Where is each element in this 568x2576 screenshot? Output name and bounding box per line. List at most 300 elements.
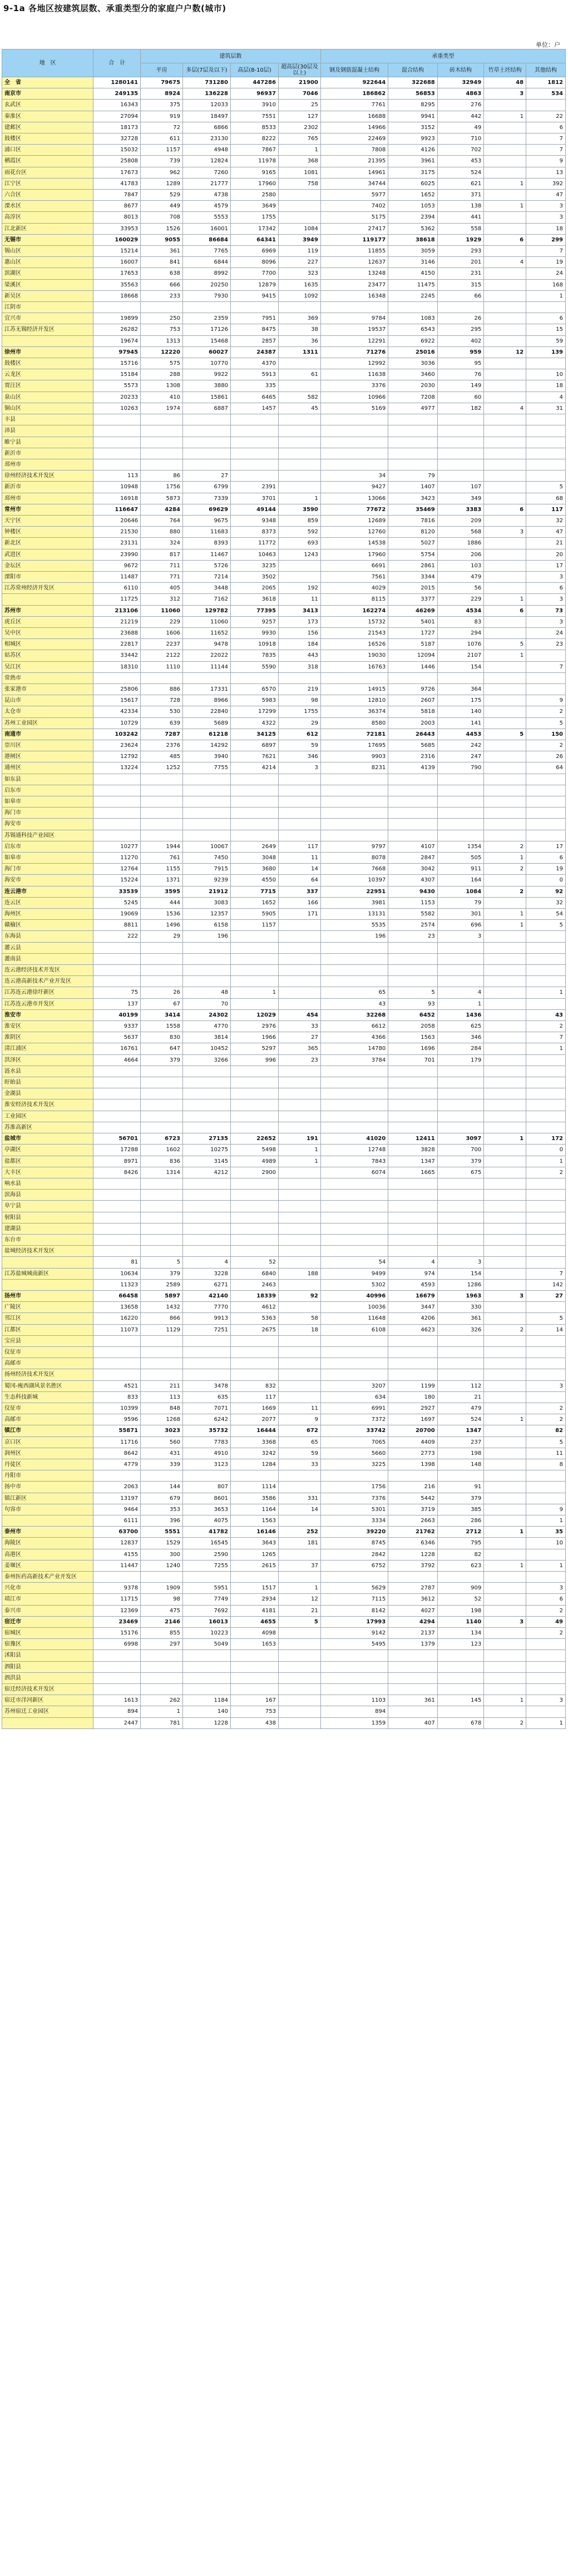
value-cell: 1: [484, 1414, 526, 1425]
value-cell: 43: [320, 998, 388, 1009]
table-row: [2, 335, 566, 346]
table-row: [2, 1605, 566, 1616]
value-cell: 534: [526, 88, 566, 100]
value-cell: 288: [141, 369, 183, 380]
value-cell: [388, 1234, 438, 1245]
header-group-structure: 承重类型: [320, 49, 565, 63]
value-cell: [437, 1661, 483, 1672]
value-cell: 14780: [320, 1043, 388, 1054]
value-cell: [93, 976, 141, 987]
value-cell: 1313: [141, 335, 183, 346]
value-cell: 5363: [230, 1313, 278, 1324]
value-cell: 4409: [388, 1436, 438, 1448]
value-cell: 1496: [141, 920, 183, 931]
value-cell: 136228: [182, 88, 230, 100]
value-cell: 3042: [388, 864, 438, 875]
table-row: [2, 808, 566, 819]
value-cell: 5535: [320, 920, 388, 931]
value-cell: 162274: [320, 605, 388, 616]
value-cell: 5187: [388, 639, 438, 650]
value-cell: [182, 1234, 230, 1245]
value-cell: [93, 1201, 141, 1212]
value-cell: [230, 796, 278, 808]
value-cell: 11716: [93, 1436, 141, 1448]
value-cell: 150: [526, 729, 566, 740]
value-cell: 2063: [93, 1482, 141, 1493]
value-cell: 331: [278, 1493, 320, 1504]
value-cell: 1756: [320, 1482, 388, 1493]
value-cell: 1: [484, 1133, 526, 1145]
value-cell: 23624: [93, 740, 141, 751]
value-cell: 364: [437, 683, 483, 695]
table-row-city: [2, 1425, 566, 1436]
value-cell: [182, 1650, 230, 1661]
table-row: [2, 414, 566, 425]
value-cell: [484, 1212, 526, 1223]
value-cell: [437, 1706, 483, 1717]
value-cell: 3414: [141, 1009, 183, 1021]
value-cell: 166: [278, 897, 320, 908]
value-cell: 4126: [388, 145, 438, 156]
region-name-cell: 海安市: [2, 819, 93, 830]
header-region: 地 区: [2, 49, 93, 77]
value-cell: 191: [278, 1133, 320, 1145]
value-cell: [484, 1077, 526, 1088]
value-cell: 3023: [141, 1425, 183, 1436]
value-cell: 15861: [182, 392, 230, 403]
value-cell: [526, 830, 566, 841]
value-cell: 12748: [320, 1145, 388, 1156]
value-cell: [278, 808, 320, 819]
value-cell: 156: [278, 627, 320, 638]
value-cell: [437, 448, 483, 459]
value-cell: [484, 560, 526, 571]
value-cell: 17: [526, 841, 566, 852]
value-cell: 7761: [320, 100, 388, 111]
region-name-cell: 新吴区: [2, 290, 93, 301]
value-cell: [526, 672, 566, 683]
value-cell: [141, 808, 183, 819]
value-cell: 61218: [182, 729, 230, 740]
value-cell: 3447: [388, 1302, 438, 1313]
value-cell: 3590: [278, 504, 320, 515]
value-cell: 2590: [182, 1549, 230, 1560]
value-cell: [484, 942, 526, 953]
value-cell: [388, 1661, 438, 1672]
value-cell: [437, 1572, 483, 1583]
value-cell: [278, 1223, 320, 1234]
value-cell: 9: [278, 1414, 320, 1425]
table-row: [2, 796, 566, 808]
region-name-cell: 蜀冈-瘦西湖风景名胜区: [2, 1380, 93, 1391]
value-cell: [278, 1482, 320, 1493]
table-row: [2, 1459, 566, 1470]
value-cell: [526, 1493, 566, 1504]
value-cell: [182, 774, 230, 785]
value-cell: [141, 1246, 183, 1257]
value-cell: [230, 425, 278, 437]
table-row-city: [2, 886, 566, 897]
table-row: [2, 1257, 566, 1268]
table-row: [2, 392, 566, 403]
region-name-cell: 盐都区: [2, 1156, 93, 1167]
value-cell: 9675: [182, 515, 230, 526]
value-cell: 17299: [230, 706, 278, 717]
value-cell: 9348: [230, 515, 278, 526]
value-cell: [437, 302, 483, 313]
table-row: [2, 1066, 566, 1077]
value-cell: [93, 953, 141, 964]
value-cell: 15: [526, 324, 566, 335]
value-cell: [278, 1178, 320, 1189]
table-row: [2, 1380, 566, 1391]
value-cell: 4655: [230, 1616, 278, 1627]
value-cell: [484, 493, 526, 504]
value-cell: [182, 808, 230, 819]
value-cell: 361: [141, 246, 183, 257]
value-cell: [437, 1178, 483, 1189]
value-cell: [230, 1672, 278, 1683]
value-cell: 117: [230, 1391, 278, 1403]
value-cell: 160029: [93, 234, 141, 245]
value-cell: 9337: [93, 1021, 141, 1032]
value-cell: 231: [437, 268, 483, 279]
value-cell: 9913: [182, 1313, 230, 1324]
value-cell: 447286: [230, 77, 278, 88]
region-name-cell: 亭湖区: [2, 1145, 93, 1156]
value-cell: [141, 672, 183, 683]
value-cell: [182, 1335, 230, 1346]
value-cell: 1669: [230, 1403, 278, 1414]
value-cell: 672: [278, 1425, 320, 1436]
table-row: [2, 1549, 566, 1560]
value-cell: [182, 1122, 230, 1133]
value-cell: 3880: [182, 380, 230, 392]
value-cell: 79675: [141, 77, 183, 88]
value-cell: 753: [141, 324, 183, 335]
value-cell: 11978: [230, 156, 278, 167]
value-cell: 1755: [278, 706, 320, 717]
value-cell: 3334: [320, 1515, 388, 1527]
value-cell: [320, 1066, 388, 1077]
value-cell: 625: [437, 1021, 483, 1032]
value-cell: 592: [278, 527, 320, 538]
table-row: [2, 1324, 566, 1335]
table-row: [2, 493, 566, 504]
value-cell: 22652: [230, 1133, 278, 1145]
value-cell: 64: [278, 875, 320, 886]
value-cell: 4: [484, 257, 526, 268]
value-cell: 23130: [182, 133, 230, 145]
value-cell: 4977: [388, 403, 438, 414]
value-cell: 22469: [320, 133, 388, 145]
value-cell: 3059: [388, 246, 438, 257]
value-cell: 188: [278, 1268, 320, 1279]
value-cell: 59: [526, 335, 566, 346]
value-cell: 4770: [182, 1021, 230, 1032]
value-cell: [278, 448, 320, 459]
value-cell: 1536: [141, 909, 183, 920]
value-cell: [484, 1178, 526, 1189]
value-cell: [141, 302, 183, 313]
value-cell: 974: [388, 1268, 438, 1279]
value-cell: [278, 437, 320, 448]
value-cell: 49: [526, 1616, 566, 1627]
value-cell: [278, 830, 320, 841]
value-cell: 144: [141, 1482, 183, 1493]
value-cell: [320, 1672, 388, 1683]
value-cell: 3: [484, 1290, 526, 1301]
value-cell: 33442: [93, 650, 141, 661]
value-cell: 16679: [388, 1290, 438, 1301]
value-cell: 1347: [437, 1425, 483, 1436]
value-cell: 3: [278, 762, 320, 774]
value-cell: 17653: [93, 268, 141, 279]
value-cell: 4: [437, 987, 483, 998]
value-cell: 8677: [93, 201, 141, 212]
value-cell: 1157: [230, 920, 278, 931]
value-cell: 9378: [93, 1583, 141, 1594]
value-cell: 894: [93, 1706, 141, 1717]
value-cell: 1092: [278, 290, 320, 301]
value-cell: 22: [526, 111, 566, 122]
value-cell: 86684: [182, 234, 230, 245]
value-cell: 295: [437, 324, 483, 335]
value-cell: 16348: [320, 290, 388, 301]
table-row: [2, 1482, 566, 1493]
value-cell: 1: [484, 178, 526, 189]
value-cell: 72181: [320, 729, 388, 740]
value-cell: [93, 965, 141, 976]
value-cell: [526, 302, 566, 313]
table-row-city: [2, 1290, 566, 1301]
value-cell: 318: [278, 661, 320, 672]
value-cell: 12764: [93, 864, 141, 875]
value-cell: [230, 1650, 278, 1661]
value-cell: [141, 1088, 183, 1099]
value-cell: 6922: [388, 335, 438, 346]
value-cell: [526, 358, 566, 369]
region-name-cell: 丰县: [2, 414, 93, 425]
table-row: [2, 1594, 566, 1605]
value-cell: 14292: [182, 740, 230, 751]
value-cell: 2394: [388, 212, 438, 223]
region-name-cell: 吴中区: [2, 627, 93, 638]
value-cell: 5913: [230, 369, 278, 380]
value-cell: 353: [141, 1504, 183, 1515]
value-cell: 17695: [320, 740, 388, 751]
value-cell: 324: [141, 538, 183, 549]
value-cell: 7: [526, 145, 566, 156]
value-cell: [484, 369, 526, 380]
value-cell: [484, 482, 526, 493]
table-row: [2, 953, 566, 964]
value-cell: [278, 1167, 320, 1178]
value-cell: 16763: [320, 661, 388, 672]
value-cell: 276: [437, 100, 483, 111]
region-name-cell: 响水县: [2, 1178, 93, 1189]
value-cell: 262: [141, 1695, 183, 1706]
region-name-cell: 靖江市: [2, 1594, 93, 1605]
table-row: [2, 583, 566, 594]
value-cell: 1398: [388, 1459, 438, 1470]
value-cell: [182, 942, 230, 953]
value-cell: 8096: [230, 257, 278, 268]
value-cell: 16343: [93, 100, 141, 111]
value-cell: 1228: [388, 1549, 438, 1560]
value-cell: 1157: [141, 145, 183, 156]
value-cell: 8426: [93, 1167, 141, 1178]
value-cell: 454: [278, 1009, 320, 1021]
value-cell: 32949: [437, 77, 483, 88]
table-row: [2, 1111, 566, 1122]
value-cell: 14: [278, 1504, 320, 1515]
value-cell: 33: [278, 1459, 320, 1470]
value-cell: 7816: [388, 515, 438, 526]
value-cell: 6: [484, 504, 526, 515]
value-cell: 8601: [182, 1493, 230, 1504]
value-cell: 25016: [388, 346, 438, 358]
value-cell: 1076: [437, 639, 483, 650]
value-cell: [93, 1470, 141, 1482]
value-cell: [526, 1234, 566, 1245]
value-cell: 49144: [230, 504, 278, 515]
value-cell: 369: [278, 313, 320, 324]
value-cell: 1812: [526, 77, 566, 88]
value-cell: [320, 830, 388, 841]
value-cell: 1727: [388, 627, 438, 638]
value-cell: [484, 819, 526, 830]
value-cell: [278, 998, 320, 1009]
value-cell: [278, 1639, 320, 1650]
value-cell: 922644: [320, 77, 388, 88]
table-row: [2, 853, 566, 864]
value-cell: 2: [484, 886, 526, 897]
value-cell: [437, 1077, 483, 1088]
value-cell: [182, 785, 230, 796]
value-cell: 312: [141, 594, 183, 605]
table-row: [2, 1178, 566, 1189]
table-row: [2, 1650, 566, 1661]
table-row: [2, 965, 566, 976]
value-cell: 1696: [388, 1043, 438, 1054]
value-cell: 1563: [388, 1032, 438, 1043]
value-cell: 6897: [230, 740, 278, 751]
value-cell: [388, 1684, 438, 1695]
value-cell: 1602: [141, 1145, 183, 1156]
value-cell: 3649: [230, 201, 278, 212]
value-cell: [484, 1234, 526, 1245]
table-row: [2, 1212, 566, 1223]
data-table: [2, 49, 566, 1729]
value-cell: 12689: [320, 515, 388, 526]
value-cell: [182, 1201, 230, 1212]
value-cell: 77672: [320, 504, 388, 515]
value-cell: [182, 976, 230, 987]
value-cell: 19537: [320, 324, 388, 335]
value-cell: 12369: [93, 1605, 141, 1616]
value-cell: 107: [437, 482, 483, 493]
table-row: [2, 785, 566, 796]
value-cell: [484, 1403, 526, 1414]
value-cell: [526, 953, 566, 964]
page-title: 9-1a 各地区按建筑层数、承重类型分的家庭户户数(城市): [3, 3, 226, 13]
value-cell: 198: [437, 1605, 483, 1616]
value-cell: 4139: [388, 762, 438, 774]
value-cell: 5362: [388, 223, 438, 234]
value-cell: [230, 931, 278, 942]
value-cell: 568: [437, 527, 483, 538]
region-name-cell: 江苏连云港徐圩新区: [2, 987, 93, 998]
table-row: [2, 167, 566, 178]
value-cell: [526, 808, 566, 819]
value-cell: [388, 1099, 438, 1111]
value-cell: 60: [437, 392, 483, 403]
region-name-cell: 南京市: [2, 88, 93, 100]
table-row: [2, 1538, 566, 1549]
table-row: [2, 1279, 566, 1290]
value-cell: 32268: [320, 1009, 388, 1021]
value-cell: [484, 627, 526, 638]
value-cell: 3: [484, 527, 526, 538]
value-cell: [278, 1717, 320, 1728]
value-cell: [320, 1088, 388, 1099]
value-cell: [437, 1111, 483, 1122]
table-row: [2, 639, 566, 650]
table-row: [2, 1672, 566, 1683]
value-cell: 634: [320, 1391, 388, 1403]
value-cell: [320, 1212, 388, 1223]
value-cell: 7951: [230, 313, 278, 324]
table-row: [2, 1583, 566, 1594]
value-cell: 140: [182, 1706, 230, 1717]
value-cell: 771: [141, 571, 183, 582]
value-cell: 96937: [230, 88, 278, 100]
value-cell: [182, 1190, 230, 1201]
value-cell: 2030: [388, 380, 438, 392]
value-cell: [141, 1650, 183, 1661]
value-cell: 2003: [388, 717, 438, 729]
value-cell: 16013: [182, 1616, 230, 1627]
value-cell: [526, 1122, 566, 1133]
value-cell: 13224: [93, 762, 141, 774]
value-cell: [484, 279, 526, 290]
value-cell: 5: [484, 639, 526, 650]
table-row: [2, 1077, 566, 1088]
value-cell: [93, 819, 141, 830]
value-cell: 3595: [141, 886, 183, 897]
value-cell: [182, 1223, 230, 1234]
value-cell: 1347: [388, 1156, 438, 1167]
table-row: [2, 470, 566, 482]
value-cell: 12: [484, 346, 526, 358]
value-cell: 5: [526, 1436, 566, 1448]
value-cell: 16526: [320, 639, 388, 650]
value-cell: 148: [437, 1459, 483, 1470]
value-cell: 4521: [93, 1380, 141, 1391]
value-cell: [484, 1470, 526, 1482]
value-cell: 11447: [93, 1560, 141, 1571]
value-cell: [437, 1099, 483, 1111]
value-cell: 40199: [93, 1009, 141, 1021]
value-cell: 34125: [230, 729, 278, 740]
value-cell: 1963: [437, 1290, 483, 1301]
value-cell: [182, 1178, 230, 1189]
region-name-cell: 高港区: [2, 1549, 93, 1560]
region-name-cell: 涟水县: [2, 1066, 93, 1077]
value-cell: 322688: [388, 77, 438, 88]
value-cell: 3048: [230, 853, 278, 864]
